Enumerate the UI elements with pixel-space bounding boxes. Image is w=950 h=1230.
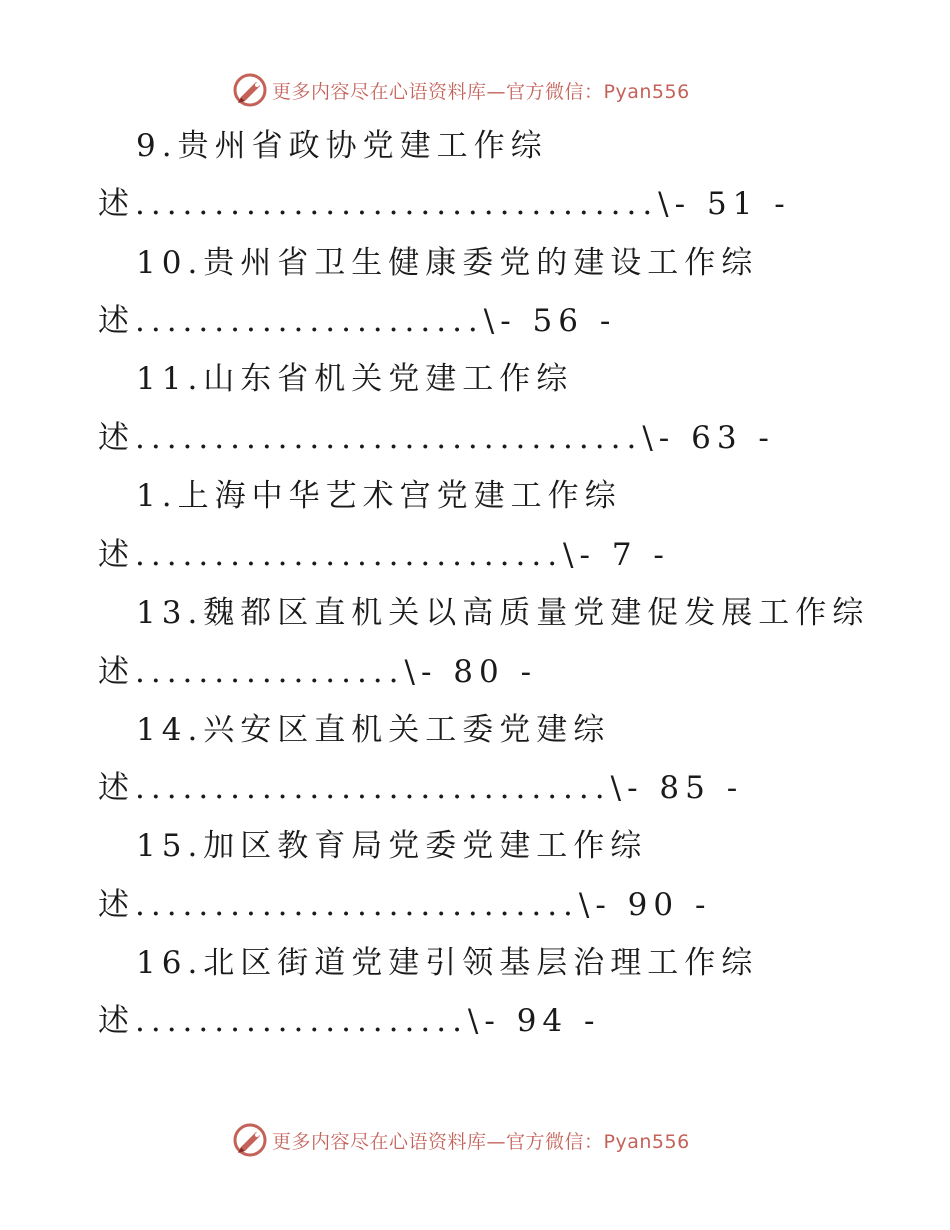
- toc-entry-leader: 述...........................\- 7 -: [98, 537, 670, 573]
- toc-entry-title: 9.贵州省政协党建工作综: [136, 128, 548, 164]
- toc-entry-title: 14.兴安区直机关工委党建综: [136, 712, 611, 748]
- toc-entry-title: 16.北区街道党建引领基层治理工作综: [136, 945, 759, 981]
- toc-entry-leader: 述............................\- 90 -: [98, 887, 712, 923]
- toc-entry-leader: 述.................................\- 51 -: [98, 186, 791, 222]
- toc-entry-title: 10.贵州省卫生健康委党的建设工作综: [136, 245, 759, 281]
- toc-entry-title: 15.加区教育局党委党建工作综: [136, 828, 648, 864]
- footer-banner-text: 更多内容尽在心语资料库—官方微信：Pyan556: [272, 1130, 690, 1153]
- toc-entry-title: 1.上海中华艺术宫党建工作综: [136, 478, 622, 514]
- toc-entry-leader: 述................................\- 63 -: [98, 420, 775, 456]
- toc-entry-leader: 述.....................\- 94 -: [98, 1003, 601, 1039]
- toc-entry-leader: 述......................\- 56 -: [98, 303, 617, 339]
- header-banner-text: 更多内容尽在心语资料库—官方微信：Pyan556: [272, 80, 690, 103]
- toc-entry-leader: 述.................\- 80 -: [98, 654, 538, 690]
- toc-entry-title: 13.魏都区直机关以高质量党建促发展工作综: [136, 595, 870, 631]
- toc-entry-leader: 述..............................\- 85 -: [98, 770, 744, 806]
- pen-nib-logo-icon: [232, 72, 268, 108]
- footer-banner: [232, 1120, 690, 1160]
- toc-entry-title: 11.山东省机关党建工作综: [136, 361, 574, 397]
- header-banner: [232, 70, 690, 110]
- pen-nib-logo-icon: [232, 1122, 268, 1158]
